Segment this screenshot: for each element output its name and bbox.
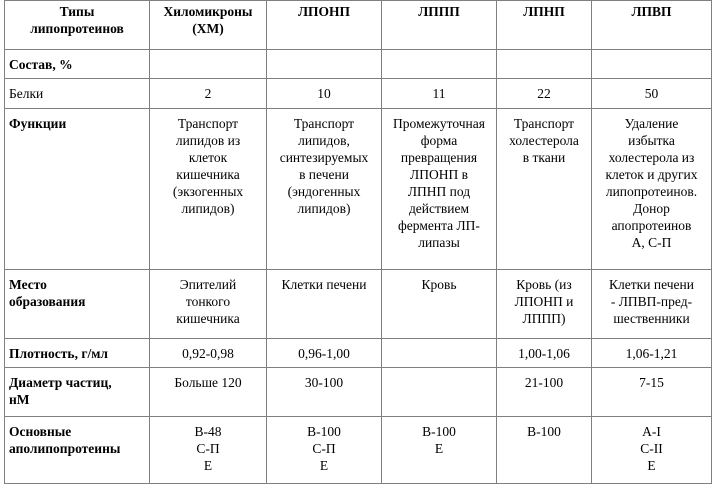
origin-label-line-1: Место (9, 277, 47, 292)
functions-lppp-line-3: превращения (400, 150, 478, 165)
functions-lponp-line-2: липидов, (298, 133, 350, 148)
header-hm-cell (150, 1, 267, 50)
apoproteins-lponp-line-1: В-100 (307, 424, 341, 439)
origin-label-line-2: образования (9, 294, 86, 309)
functions-lponp-line-1: Транспорт (293, 116, 355, 131)
apoproteins-cell-lpvp (592, 417, 712, 484)
density-row (5, 339, 712, 368)
composition-row (5, 50, 712, 79)
functions-hm-line-6: липидов) (181, 201, 235, 216)
header-row (5, 1, 712, 50)
apoproteins-cell-lppp (382, 417, 497, 484)
functions-hm-line-1: Транспорт (177, 116, 239, 131)
apoproteins-label-line-2: аполипопротеины (9, 441, 121, 456)
functions-cell-lpvp (592, 109, 712, 270)
functions-lpvp-line-7: апопротеинов (611, 218, 692, 233)
origin-lpvp-line-3: шественники (613, 311, 690, 326)
apoproteins-row (5, 417, 712, 484)
functions-lppp-line-5: ЛПНП под (407, 184, 471, 199)
composition-cell-lpvp (592, 50, 712, 79)
functions-lppp-line-6: действием (408, 201, 470, 216)
functions-lppp-line-4: ЛПОНП в (410, 167, 468, 182)
composition-cell-lponp (267, 50, 382, 79)
proteins-label: Белки (5, 79, 150, 109)
proteins-value-lppp: 11 (382, 79, 497, 109)
functions-cell-hm (150, 109, 267, 270)
apoproteins-hm-line-1: В-48 (194, 424, 222, 439)
composition-cell-lppp (382, 50, 497, 79)
origin-hm-line-1: Эпителий (179, 277, 237, 292)
origin-cell-hm (150, 270, 267, 339)
functions-lpvp-line-2: избытка (628, 133, 675, 148)
apoproteins-cell-lponp (267, 417, 382, 484)
density-value-lpnp: 1,00-1,06 (497, 339, 592, 368)
functions-lponp-line-5: (эндогенных (287, 184, 361, 199)
functions-lppp-line-2: форма (420, 133, 458, 148)
proteins-value-lpnp: 22 (497, 79, 592, 109)
functions-hm-line-3: клеток (188, 150, 228, 165)
origin-hm-line-2: тонкого (185, 294, 231, 309)
functions-lpvp-line-1: Удаление (624, 116, 679, 131)
functions-lpnp-line-1: Транспорт (513, 116, 575, 131)
header-type-line-1: Типы (59, 4, 95, 19)
proteins-row (5, 79, 712, 109)
header-lpvp-cell: ЛПВП (592, 1, 712, 50)
functions-hm-line-4: кишечника (176, 167, 240, 182)
origin-lppp-line-1: Кровь (421, 277, 457, 292)
functions-lpvp-line-4: клеток и других (605, 167, 698, 182)
apoproteins-lponp-line-3: Е (319, 458, 329, 473)
header-type-cell (5, 1, 150, 50)
header-lponp-cell: ЛПОНП (267, 1, 382, 50)
diameter-label (5, 368, 150, 417)
apoproteins-lpvp-line-1: А-I (642, 424, 661, 439)
apoproteins-hm-line-3: Е (203, 458, 213, 473)
functions-cell-lppp (382, 109, 497, 270)
apoproteins-label (5, 417, 150, 484)
origin-lpnp-line-2: ЛПОНП и (514, 294, 574, 309)
density-value-lppp (382, 339, 497, 368)
apoproteins-hm-line-2: С-П (196, 441, 220, 456)
diameter-row (5, 368, 712, 417)
density-value-hm: 0,92-0,98 (150, 339, 267, 368)
functions-cell-lponp (267, 109, 382, 270)
apoproteins-label-line-1: Основные (9, 424, 72, 439)
composition-label: Состав, % (5, 50, 150, 79)
diameter-value-lpvp: 7-15 (592, 368, 712, 417)
composition-cell-lpnp (497, 50, 592, 79)
apoproteins-lppp-line-2: Е (434, 441, 444, 456)
origin-lpnp-line-1: Кровь (из (516, 277, 572, 292)
origin-cell-lponp (267, 270, 382, 339)
functions-lppp-line-8: липазы (418, 235, 460, 250)
proteins-value-hm: 2 (150, 79, 267, 109)
header-type-line-2: липопротеинов (30, 21, 124, 36)
functions-hm-line-2: липидов из (175, 133, 241, 148)
diameter-value-lppp (382, 368, 497, 417)
origin-lpvp-line-1: Клетки печени (609, 277, 694, 292)
origin-lpnp-line-3: ЛППП) (522, 311, 566, 326)
origin-cell-lpnp (497, 270, 592, 339)
functions-row (5, 109, 712, 270)
diameter-value-hm: Больше 120 (150, 368, 267, 417)
origin-lpvp-line-2: - ЛПВП-пред- (610, 294, 693, 309)
origin-row (5, 270, 712, 339)
origin-lponp-line-1: Клетки печени (281, 277, 367, 292)
functions-lponp-line-6: липидов) (297, 201, 351, 216)
diameter-value-lponp: 30-100 (267, 368, 382, 417)
functions-lponp-line-3: синтезируемых (279, 150, 369, 165)
apoproteins-lpnp-line-1: В-100 (527, 424, 561, 439)
functions-lpnp-line-2: холестерола (509, 133, 579, 148)
apoproteins-lponp-line-2: С-П (312, 441, 336, 456)
diameter-label-line-1: Диаметр частиц, (9, 375, 112, 390)
functions-lpnp-line-3: в ткани (522, 150, 566, 165)
lipoprotein-table (4, 0, 712, 484)
composition-cell-hm (150, 50, 267, 79)
apoproteins-lpvp-line-3: Е (647, 458, 656, 473)
functions-lppp-line-1: Промежуточная (393, 116, 485, 131)
origin-hm-line-3: кишечника (176, 311, 240, 326)
proteins-value-lponp: 10 (267, 79, 382, 109)
header-lppp-cell: ЛППП (382, 1, 497, 50)
origin-label (5, 270, 150, 339)
functions-cell-lpnp (497, 109, 592, 270)
diameter-label-line-2: нМ (9, 392, 30, 407)
apoproteins-lpvp-line-2: С-II (640, 441, 663, 456)
proteins-value-lpvp: 50 (592, 79, 712, 109)
functions-lpvp-line-3: холестерола из (608, 150, 695, 165)
header-hm-line-1: Хиломикроны (163, 4, 253, 19)
origin-cell-lppp (382, 270, 497, 339)
functions-hm-line-5: (экзогенных (172, 184, 244, 199)
functions-lpvp-line-6: Донор (633, 201, 670, 216)
origin-cell-lpvp (592, 270, 712, 339)
apoproteins-cell-lpnp (497, 417, 592, 484)
functions-lppp-line-7: фермента ЛП- (398, 218, 480, 233)
diameter-value-lpnp: 21-100 (497, 368, 592, 417)
density-value-lponp: 0,96-1,00 (267, 339, 382, 368)
functions-label: Функции (5, 109, 150, 270)
header-hm-line-2: (ХМ) (192, 21, 224, 36)
functions-lpvp-line-8: А, С-П (631, 235, 672, 250)
density-value-lpvp: 1,06-1,21 (592, 339, 712, 368)
apoproteins-cell-hm (150, 417, 267, 484)
functions-lpvp-line-5: липопротеинов. (605, 184, 698, 199)
density-label: Плотность, г/мл (5, 339, 150, 368)
header-lpnp-cell: ЛПНП (497, 1, 592, 50)
functions-lponp-line-4: в печени (299, 167, 349, 182)
apoproteins-lppp-line-1: В-100 (422, 424, 456, 439)
